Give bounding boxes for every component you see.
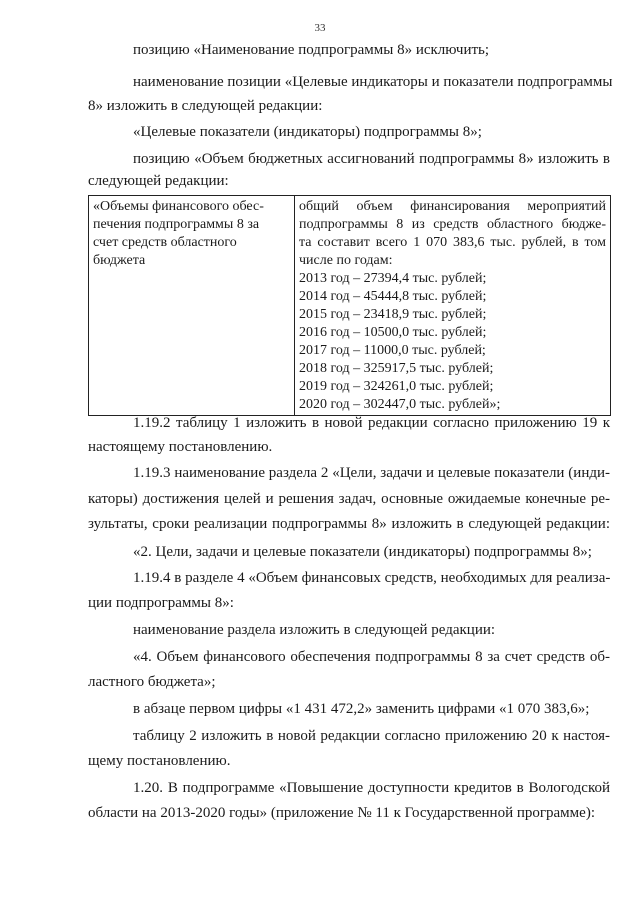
label-line: бюджета — [93, 253, 146, 268]
table-cell-value — [295, 196, 611, 416]
paragraph-1-19-2-line2: настоящему постановлению. — [88, 439, 273, 455]
value-line: числе по годам: — [299, 253, 393, 268]
table-row — [89, 196, 611, 416]
paragraph-1-19-2-line1: 1.19.2 таблицу 1 изложить в новой редакции согласно приложению 19 к — [133, 415, 610, 431]
paragraph-section-name: наименование раздела изложить в следующей редакции: — [133, 622, 496, 638]
funding-table — [88, 195, 611, 416]
page-number: 33 — [314, 22, 326, 34]
value-line: общий объем финансирования мероприятий — [299, 199, 606, 214]
value-line: подпрограммы 8 из средств областного бюдже- — [299, 217, 606, 232]
paragraph-target-indicators: «Целевые показатели (индикаторы) подпрограммы 8»; — [133, 124, 482, 140]
year-amount: 2013 год – 27394,4 тыс. рублей; — [299, 271, 487, 286]
paragraph-remove-position: позицию «Наименование подпрограммы 8» исключить; — [133, 42, 490, 58]
year-amount: 2015 год – 23418,9 тыс. рублей; — [299, 307, 487, 322]
label-line: печения подпрограммы 8 за — [93, 217, 260, 232]
paragraph-1-20-line2: области на 2013-2020 годы» (приложение № 11 к Государственной программе): — [88, 805, 595, 821]
year-amount: 2014 год – 45444,8 тыс. рублей; — [299, 289, 487, 304]
paragraph-table-2-line2: щему постановлению. — [88, 753, 231, 769]
paragraph-indicators-line2: 8» изложить в следующей редакции: — [88, 98, 323, 114]
paragraph-section-4-title-line2: ластного бюджета»; — [88, 674, 216, 690]
paragraph-replace-figures: в абзаце первом цифры «1 431 472,2» заменить цифрами «1 070 383,6»; — [133, 701, 590, 717]
label-line: «Объемы финансового обес- — [93, 199, 264, 214]
year-amount: 2017 год – 11000,0 тыс. рублей; — [299, 343, 486, 358]
paragraph-1-19-3-line2: каторы) достижения целей и решения задач, основные ожидаемые конечные ре- — [88, 491, 610, 507]
paragraph-1-19-3-line1: 1.19.3 наименование раздела 2 «Цели, задачи и целевые показатели (инди- — [133, 465, 610, 481]
paragraph-section-2-title: «2. Цели, задачи и целевые показатели (индикаторы) подпрограммы 8»; — [133, 544, 592, 560]
paragraph-1-19-4-line1: 1.19.4 в разделе 4 «Объем финансовых средств, необходимых для реализа- — [133, 570, 611, 586]
table-cell-label — [89, 196, 295, 416]
label-line: счет средств областного — [93, 235, 237, 250]
paragraph-section-4-title-line1: «4. Объем финансового обеспечения подпрограммы 8 за счет средств об- — [133, 649, 610, 665]
year-amount: 2016 год – 10500,0 тыс. рублей; — [299, 325, 487, 340]
paragraph-budget-position-line2: следующей редакции: — [88, 173, 229, 189]
year-amount: 2019 год – 324261,0 тыс. рублей; — [299, 379, 494, 394]
paragraph-table-2-line1: таблицу 2 изложить в новой редакции согласно приложению 20 к настоя- — [133, 728, 610, 744]
year-amount: 2020 год – 302447,0 тыс. рублей»; — [299, 397, 501, 412]
paragraph-budget-position-line1: позицию «Объем бюджетных ассигнований подпрограммы 8» изложить в — [133, 151, 610, 167]
year-amount: 2018 год – 325917,5 тыс. рублей; — [299, 361, 494, 376]
paragraph-1-20-line1: 1.20. В подпрограмме «Повышение доступности кредитов в Вологодской — [133, 780, 610, 796]
paragraph-1-19-4-line2: ции подпрограммы 8»: — [88, 595, 234, 611]
paragraph-1-19-3-line3: зультаты, сроки реализации подпрограммы 8» изложить в следующей редакции: — [88, 516, 610, 532]
value-line: та составит всего 1 070 383,6 тыс. рублей, в том — [299, 235, 606, 250]
paragraph-indicators-line1: наименование позиции «Целевые индикаторы и показатели подпрограммы — [133, 74, 613, 90]
